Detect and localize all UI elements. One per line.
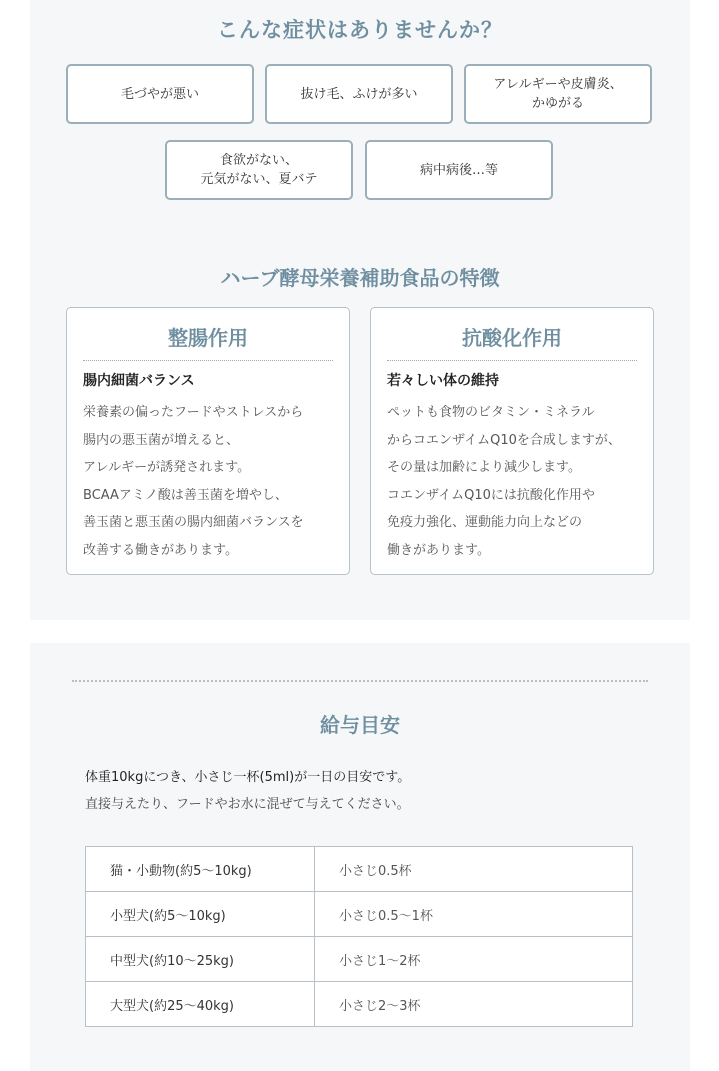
- feature-card-antioxidant: [370, 307, 654, 575]
- dosage-note-line: 直接与えたり、フードやお水に混ぜて与えてください。: [85, 797, 410, 812]
- symptoms-title: こんな症状はありませんか？: [217, 18, 503, 42]
- animal-cell: 中型犬(約10〜25kg): [86, 937, 315, 982]
- dosage-panel: [30, 643, 690, 1071]
- feature-body-line: アレルギーが誘発されます。: [83, 460, 251, 475]
- features-panel: [30, 0, 690, 620]
- feature-body: [387, 399, 647, 564]
- features-title: ハーブ酵母栄養補助食品の特徴: [220, 266, 500, 290]
- table-row: [86, 847, 633, 892]
- table-row: [86, 982, 633, 1027]
- amount-cell: 小さじ2〜3杯: [315, 982, 633, 1027]
- symptom-text-2: 元気がない、夏バテ: [200, 172, 318, 187]
- animal-cell: 大型犬(約25〜40kg): [86, 982, 315, 1027]
- dosage-note: [85, 764, 410, 818]
- feature-body-line: 免疫力強化、運動能力向上などの: [387, 515, 583, 530]
- feature-body-line: からコエンザイムQ10を合成しますが、: [387, 432, 621, 448]
- symptom-text: 食欲がない、: [219, 153, 298, 168]
- dosage-title: 給与目安: [320, 713, 400, 737]
- symptom-box: [265, 64, 453, 124]
- animal-cell: 猫・小動物(約5〜10kg): [86, 847, 315, 892]
- symptom-box: [365, 140, 553, 200]
- symptom-text-2: かゆがる: [531, 96, 584, 111]
- symptom-text: アレルギーや皮膚炎、: [493, 77, 623, 92]
- dosage-note-line: 体重10kgにつき、小さじ一杯(5ml)が一日の目安です。: [85, 770, 411, 785]
- symptom-text: 毛づやが悪い: [120, 86, 199, 102]
- feature-subheading: 腸内細菌バランス: [83, 373, 195, 389]
- feature-body-line: 腸内の悪玉菌が増えると、: [83, 432, 240, 448]
- feature-body-line: BCAAアミノ酸は善玉菌を増やし、: [83, 487, 288, 503]
- feature-heading: 抗酸化作用: [387, 322, 637, 361]
- symptom-box: [165, 140, 353, 200]
- dosage-table: [85, 846, 633, 1027]
- feature-card-intestinal: [66, 307, 350, 575]
- amount-cell: 小さじ1〜2杯: [315, 937, 633, 982]
- amount-cell: 小さじ0.5杯: [315, 847, 633, 892]
- feature-body-line: コエンザイムQ10には抗酸化作用や: [387, 487, 595, 503]
- dotted-divider: [72, 680, 648, 682]
- symptom-box: [66, 64, 254, 124]
- feature-body-line: 善玉菌と悪玉菌の腸内細菌バランスを: [83, 515, 304, 530]
- amount-cell: 小さじ0.5〜1杯: [315, 892, 633, 937]
- feature-body-line: 改善する働きがあります。: [83, 542, 238, 558]
- feature-body-line: ペットも食物のビタミン・ミネラル: [387, 405, 595, 420]
- feature-subheading: 若々しい体の維持: [387, 373, 499, 389]
- symptom-box: [464, 64, 652, 124]
- animal-cell: 小型犬(約5〜10kg): [86, 892, 315, 937]
- symptom-text: 抜け毛、ふけが多い: [300, 86, 418, 102]
- symptom-text: 病中病後…等: [419, 162, 498, 178]
- feature-body-line: 栄養素の偏ったフードやストレスから: [83, 405, 304, 420]
- feature-body-line: 働きがあります。: [387, 542, 490, 558]
- table-row: [86, 937, 633, 982]
- feature-body: [83, 399, 343, 564]
- table-row: [86, 892, 633, 937]
- feature-body-line: その量は加齢により減少します。: [387, 460, 581, 475]
- feature-heading: 整腸作用: [83, 322, 333, 361]
